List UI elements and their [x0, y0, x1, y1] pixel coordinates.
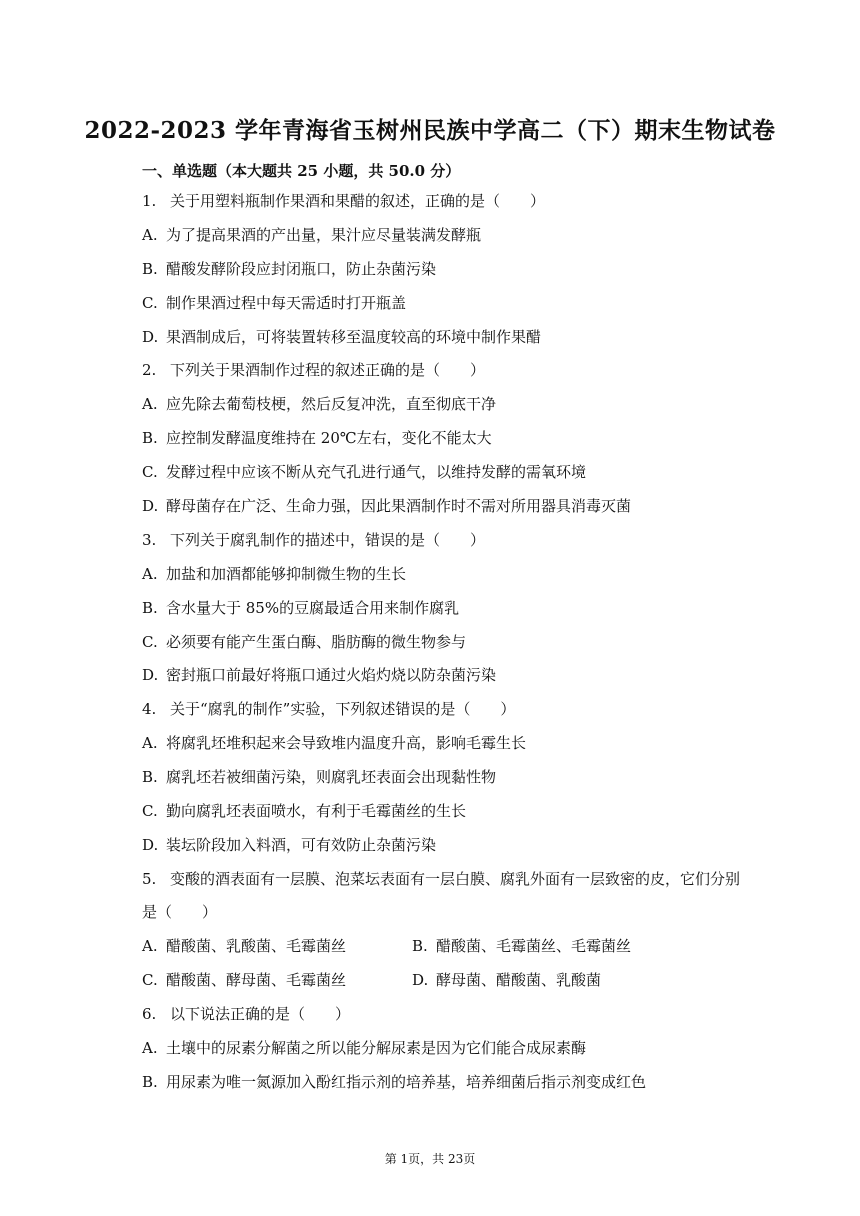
question-stem: 4. 关于“腐乳的制作”实验，下列叙述错误的是（ ）	[142, 700, 516, 718]
question-stem: 5. 变酸的酒表面有一层膜、泡菜坛表面有一层白膜、腐乳外面有一层致密的皮，它们分别	[142, 870, 741, 888]
option: B. 用尿素为唯一氮源加入酚红指示剂的培养基，培养细菌后指示剂变成红色	[142, 1073, 647, 1091]
question-stem: 6. 以下说法正确的是（ ）	[142, 1005, 351, 1023]
question-number: 3.	[142, 531, 157, 549]
option: C. 发酵过程中应该不断从充气孔进行通气，以维持发酵的需氧环境	[142, 463, 587, 481]
option: B. 腐乳坯若被细菌污染，则腐乳坯表面会出现黏性物	[142, 768, 497, 786]
option: D. 装坛阶段加入料酒，可有效防止杂菌污染	[142, 836, 437, 854]
question-number: 4.	[142, 700, 157, 718]
option: 醋酸菌、酵母菌、毛霉菌丝	[166, 971, 347, 989]
page-title: 2022-2023 学年青海省玉树州民族中学高二（下）期末生物试卷	[84, 117, 776, 144]
option: B. 应控制发酵温度维持在 20℃左右，变化不能太大	[142, 429, 492, 447]
question-stem: 1. 关于用塑料瓶制作果酒和果醋的叙述，正确的是（ ）	[142, 192, 546, 210]
option: 醋酸菌、乳酸菌、毛霉菌丝	[166, 937, 347, 955]
question-number: 5.	[142, 870, 157, 888]
option: C. 制作果酒过程中每天需适时打开瓶盖	[142, 294, 407, 312]
option: A. 将腐乳坯堆积起来会导致堆内温度升高，影响毛霉生长	[142, 734, 527, 752]
question-number: 2.	[142, 361, 157, 379]
option: A. 应先除去葡萄枝梗，然后反复冲洗，直至彻底干净	[142, 395, 497, 413]
option: B. 醋酸发酵阶段应封闭瓶口，防止杂菌污染	[142, 260, 437, 278]
option: A. 加盐和加酒都能够抑制微生物的生长	[142, 565, 407, 583]
option: C. 勤向腐乳坯表面喷水，有利于毛霉菌丝的生长	[142, 802, 467, 820]
option-row: A. 醋酸菌、乳酸菌、毛霉菌丝 B. 醋酸菌、毛霉菌丝、毛霉菌丝	[142, 937, 632, 955]
page-footer: 第 1页，共 23页	[384, 1152, 476, 1166]
option: D. 酵母菌存在广泛、生命力强，因此果酒制作时不需对所用器具消毒灭菌	[142, 497, 632, 515]
option: A. 为了提高果酒的产出量，果汁应尽量装满发酵瓶	[142, 226, 482, 244]
option: B. 含水量大于 85%的豆腐最适合用来制作腐乳	[142, 599, 460, 617]
option: A. 土壤中的尿素分解菌之所以能分解尿素是因为它们能合成尿素酶	[142, 1039, 587, 1057]
option-row: C. 醋酸菌、酵母菌、毛霉菌丝 D. 酵母菌、醋酸菌、乳酸菌	[142, 971, 602, 989]
question-stem-continued: 是（ ）	[142, 903, 218, 921]
option: D. 密封瓶口前最好将瓶口通过火焰灼烧以防杂菌污染	[142, 666, 497, 684]
question-number: 6.	[142, 1005, 157, 1023]
option: D. 果酒制成后，可将装置转移至温度较高的环境中制作果醋	[142, 328, 542, 346]
option: D. 酵母菌、醋酸菌、乳酸菌	[412, 971, 602, 989]
section-heading: 一、单选题（本大题共 25 小题，共 50.0 分）	[142, 162, 461, 180]
question-stem: 2. 下列关于果酒制作过程的叙述正确的是（ ）	[142, 361, 486, 379]
question-number: 1.	[142, 192, 157, 210]
question-stem: 3. 下列关于腐乳制作的描述中，错误的是（ ）	[142, 531, 486, 549]
option: C. 必须要有能产生蛋白酶、脂肪酶的微生物参与	[142, 633, 467, 651]
option: B. 醋酸菌、毛霉菌丝、毛霉菌丝	[412, 937, 632, 955]
